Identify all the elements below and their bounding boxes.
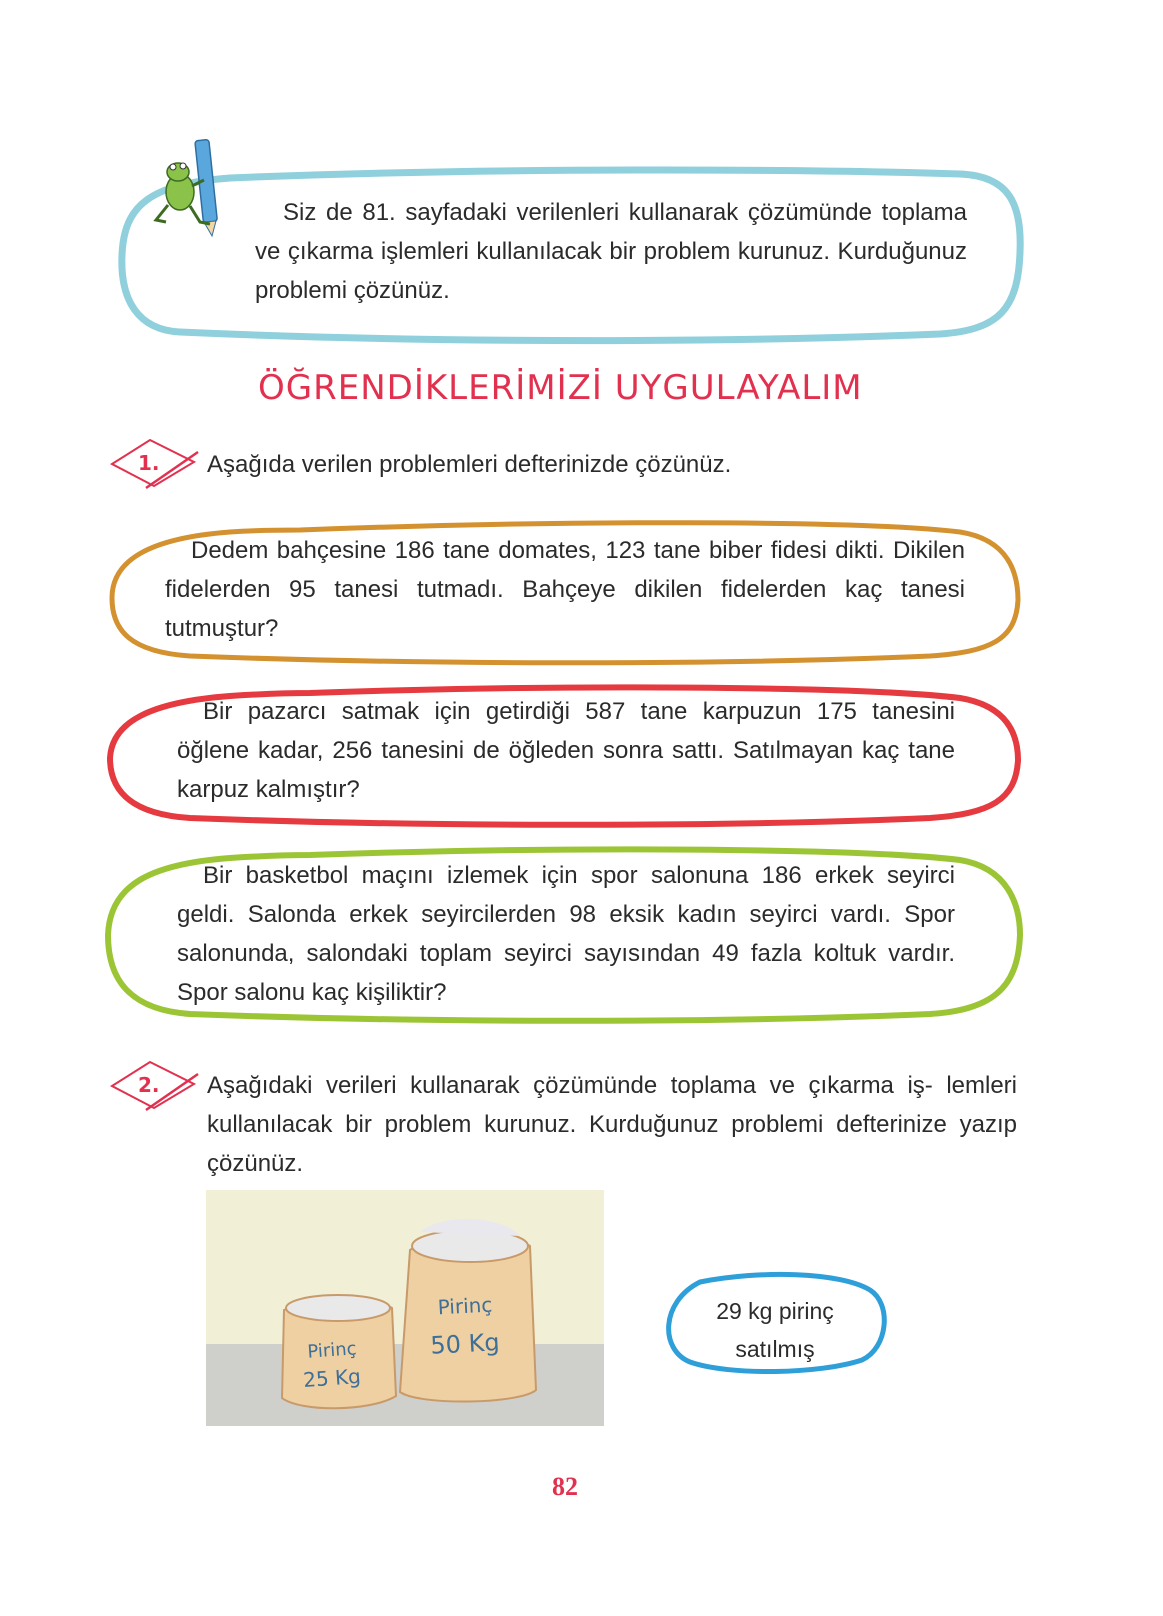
- exercise-2-instruction: Aşağıdaki verileri kullanarak çözümünde toplama ve çıkarma iş- lemleri kullanılacak bir problem kurunuz. Kurduğunuz problemi defterinize yazıp çözünüz.: [207, 1072, 1017, 1177]
- large-bag-weight: 50 Kg: [429, 1328, 501, 1360]
- intro-text: Siz de 81. sayfadaki verilenleri kullanarak çözümünde toplama ve çıkarma işlemleri kullanılacak bir problem kurunuz. Kurduğunuz problemi çözünüz.: [255, 199, 967, 304]
- problem-3-text: Bir basketbol maçını izlemek için spor salonuna 186 erkek seyirci geldi. Salonda erkek seyircilerden 98 eksik kadın seyirci vardı. Spor salonunda, salondaki toplam seyirci sayısından 49 fazla koltuk vardır. Spor salonu kaç kişiliktir?: [177, 862, 955, 1006]
- rice-bags-illustration: [206, 1190, 604, 1426]
- small-bag-weight: 25 Kg: [302, 1364, 362, 1392]
- page-number: 82: [552, 1472, 578, 1501]
- exercise-1-instruction: Aşağıda verilen problemleri defterinizde çözünüz.: [207, 451, 732, 478]
- exercise-2-number: 2.: [138, 1073, 160, 1097]
- note-line-2: satılmış: [735, 1336, 815, 1362]
- section-title: ÖĞRENDİKLERİMİZİ UYGULAYALIM: [258, 368, 863, 408]
- note-line-1: 29 kg pirinç: [716, 1298, 834, 1324]
- small-bag-label: Pirinç: [306, 1338, 358, 1363]
- problem-1-text: Dedem bahçesine 186 tane domates, 123 tane biber fidesi dikti. Dikilen fidelerden 95 tanesi tutmadı. Bahçeye dikilen fidelerden kaç tanesi tutmuştur?: [165, 537, 965, 642]
- problem-2-text: Bir pazarcı satmak için getirdiği 587 tane karpuzun 175 tanesini öğlene kadar, 256 tanesini de öğleden sonra sattı. Satılmayan kaç tane karpuz kalmıştır?: [177, 698, 955, 803]
- note-bubble: [680, 1292, 870, 1368]
- exercise-1-number: 1.: [138, 451, 160, 475]
- large-bag-label: Pirinç: [437, 1292, 493, 1320]
